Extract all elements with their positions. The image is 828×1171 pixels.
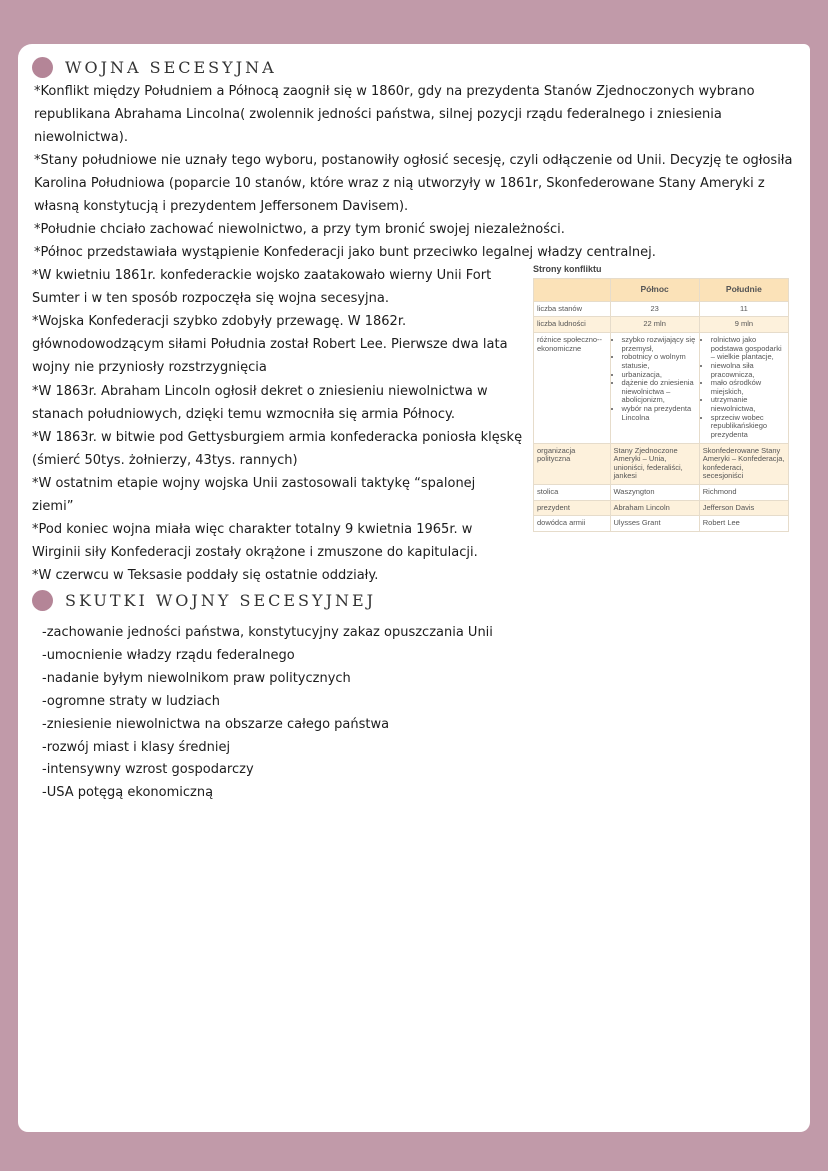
text-line: -USA potęgą ekonomiczną [42, 785, 214, 801]
text-line: -nadanie byłym niewolnikom praw politycznych [42, 670, 351, 686]
heading-text: WOJNA SECESYJNA [65, 58, 277, 77]
text-line: *W kwietniu 1861r. konfederackie wojsko zaatakowało wierny Unii Fort [32, 268, 492, 283]
cell: Stany Zjednoczone Ameryki – Unia, unioniści, federaliści, jankesi [610, 443, 699, 485]
list-item: • robotnicy o wolnym statusie, [622, 353, 696, 370]
table-row [534, 500, 789, 516]
text-line: (śmierć 50tys. żołnierzy, 43tys. rannych) [32, 452, 298, 468]
text-line: *Północ przedstawiała wystąpienie Konfederacji jako bunt przeciwko legalnej władzy centralnej. [34, 245, 656, 260]
table-row [534, 443, 789, 485]
table-caption: Strony konfliktu [533, 264, 602, 274]
cell: różnice społeczno--ekonomiczne [534, 333, 611, 444]
text-line: -zniesienie niewolnictwa na obszarze całego państwa [42, 716, 390, 732]
table-row [534, 516, 789, 532]
text-line: *W ostatnim etapie wojny wojska Unii zastosowali taktykę “spalonej [32, 475, 476, 491]
text-line: -rozwój miast i klasy średniej [42, 739, 231, 755]
cell: 11 [699, 301, 788, 317]
cell: 9 mln [699, 317, 788, 333]
list-item: • szybko rozwijający się przemysł, [622, 336, 696, 353]
list-item: • urbanizacja, [622, 371, 696, 380]
cell: stolica [534, 485, 611, 501]
th-north: Północ [610, 279, 699, 302]
cell: Skonfederowane Stany Ameryki – Konfederacja, konfederaci, secesjoniści [699, 443, 788, 485]
cell: 23 [610, 301, 699, 317]
text-line: własną konstytucją i prezydentem Jeffersonem Davisem). [34, 199, 409, 214]
cell: Richmond [699, 485, 788, 501]
heading-text: SKUTKI WOJNY SECESYJNEJ [65, 591, 377, 610]
list-item: • dążenie do zniesienia niewolnictwa – abolicjonizm, [622, 379, 696, 405]
text-line: -intensywny wzrost gospodarczy [42, 762, 254, 778]
text-line: *W czerwcu w Teksasie poddały się ostatnie oddziały. [32, 568, 379, 584]
cell: prezydent [534, 500, 611, 516]
cell: Waszyngton [610, 485, 699, 501]
text-line: Sumter i w ten sposób rozpoczęła się wojna secesyjna. [32, 291, 389, 307]
list-item: • niewolna siła pracownicza, [711, 362, 785, 379]
text-line: republikana Abrahama Lincolna( zwolennik jedności państwa, silnej pozycji rządu federalnego i zniesienia [34, 107, 722, 122]
text-line: wojny nie przyniosły rozstrzygnięcia [32, 360, 267, 376]
text-line: *Wojska Konfederacji szybko zdobyły przewagę. W 1862r. [32, 314, 407, 330]
table-row [534, 301, 789, 317]
section-heading-2 [32, 590, 376, 611]
cell [699, 333, 788, 444]
text-line: -ogromne straty w ludziach [42, 693, 220, 709]
th-south: Południe [699, 279, 788, 302]
text-line: *Południe chciało zachować niewolnictwo, a przy tym bronić swojej niezależności. [34, 222, 565, 237]
text-line: *W 1863r. Abraham Lincoln ogłosił dekret o zniesieniu niewolnictwa w [32, 383, 488, 399]
table-row [534, 317, 789, 333]
cell: liczba stanów [534, 301, 611, 317]
cell [610, 333, 699, 444]
table-row [534, 333, 789, 444]
text-line: -zachowanie jedności państwa, konstytucyjny zakaz opuszczania Unii [42, 625, 493, 640]
cell: Robert Lee [699, 516, 788, 532]
text-line: ziemi” [32, 499, 74, 514]
cell: Abraham Lincoln [610, 500, 699, 516]
cell: Jefferson Davis [699, 500, 788, 516]
list-item: • mało ośrodków miejskich, [711, 379, 785, 396]
th [534, 279, 611, 302]
cell: organizacja polityczna [534, 443, 611, 485]
text-line: -umocnienie władzy rządu federalnego [42, 647, 295, 663]
cell: dowódca armii [534, 516, 611, 532]
table-row [534, 485, 789, 501]
bullet-circle-icon [32, 590, 53, 611]
cell: liczba ludności [534, 317, 611, 333]
conflict-table [533, 264, 789, 532]
section-heading [32, 57, 277, 78]
text-line: *Stany południowe nie uznały tego wyboru, postanowiły ogłosić secesję, czyli odłączenie od Unii. Decyzję te ogłosiła [34, 153, 793, 168]
text-line: *Konflikt między Południem a Północą zaognił się w 1860r, gdy na prezydenta Stanów Zjednoczonych wybrano [34, 84, 755, 99]
cell: 22 mln [610, 317, 699, 333]
text-line: Wirginii siły Konfederacji zostały okrążone i zmuszone do kapitulacji. [32, 545, 478, 561]
list-item: • utrzymanie niewolnictwa, [711, 396, 785, 413]
cell: Ulysses Grant [610, 516, 699, 532]
text-line: *Pod koniec wojna miała więc charakter totalny 9 kwietnia 1965r. w [32, 522, 473, 538]
list-item: • sprzeciw wobec republikańskiego prezydenta [711, 414, 785, 440]
list-item: • rolnictwo jako podstawa gospodarki – wielkie plantacje, [711, 336, 785, 362]
text-line: *W 1863r. w bitwie pod Gettysburgiem armia konfederacka poniosła klęskę [32, 429, 523, 445]
text-line: niewolnictwa). [34, 130, 128, 145]
text-line: stanach południowych, dzięki temu wzmocniła się armia Północy. [32, 406, 455, 422]
text-line: Karolina Południowa (poparcie 10 stanów, które wraz z nią utworzyły w 1861r, Skonfederowane Stany Ameryki z [34, 176, 765, 191]
list-item: • wybór na prezydenta Lincolna [622, 405, 696, 422]
bullet-circle-icon [32, 57, 53, 78]
text-line: głównodowodzącym siłami Południa został Robert Lee. Pierwsze dwa lata [32, 337, 508, 353]
